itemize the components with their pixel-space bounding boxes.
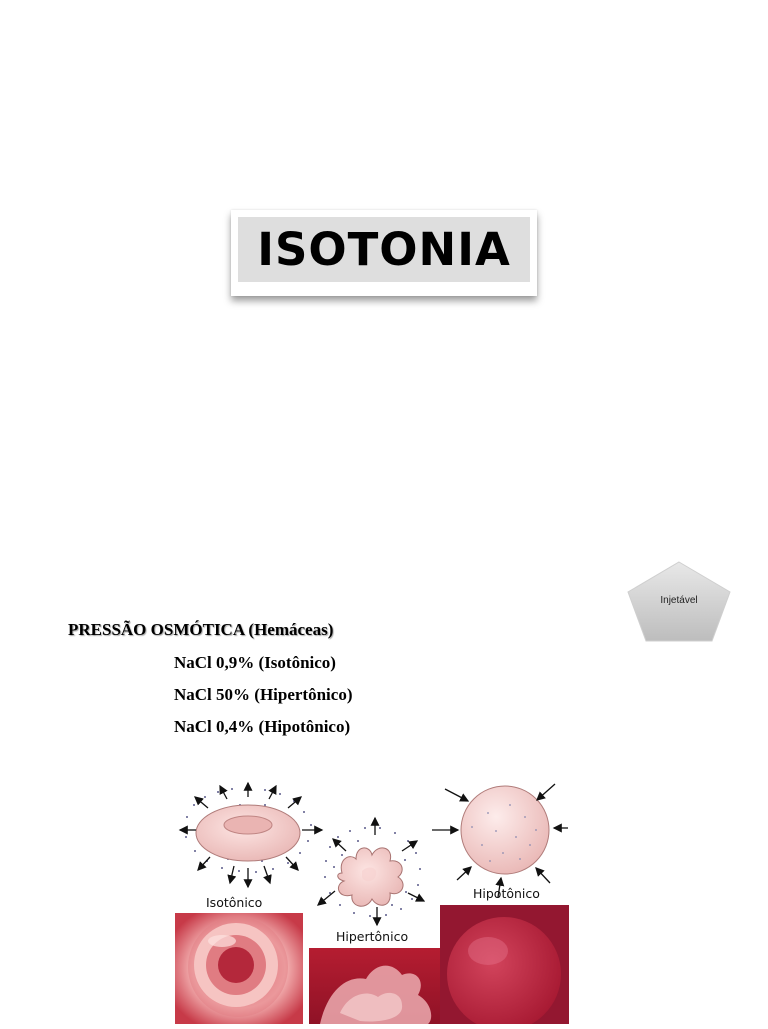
title-banner <box>238 217 530 282</box>
nacl-hypotonic-line: NaCl 0,4% (Hipotônico) <box>174 717 351 736</box>
hypertonic-label: Hipertônico <box>336 929 409 944</box>
hypertonic-micrograph <box>309 948 440 1024</box>
hypotonic-micrograph <box>440 905 569 1024</box>
red-blood-cell-diagram <box>170 775 580 1024</box>
injectable-badge <box>626 560 732 644</box>
osmotic-pressure-heading: PRESSÃO OSMÓTICA (Hemáceas) <box>68 620 334 639</box>
isotonic-micrograph <box>175 913 303 1024</box>
nacl-hypertonic-line: NaCl 50% (Hipertônico) <box>174 685 353 704</box>
title-card <box>231 210 537 296</box>
badge-label: Injetável <box>660 595 698 606</box>
hypotonic-label: Hipotônico <box>473 886 540 901</box>
nacl-isotonic-line: NaCl 0,9% (Isotônico) <box>174 653 336 672</box>
isotonic-label: Isotônico <box>206 895 263 910</box>
slide-title: ISOTONIA <box>257 223 511 276</box>
